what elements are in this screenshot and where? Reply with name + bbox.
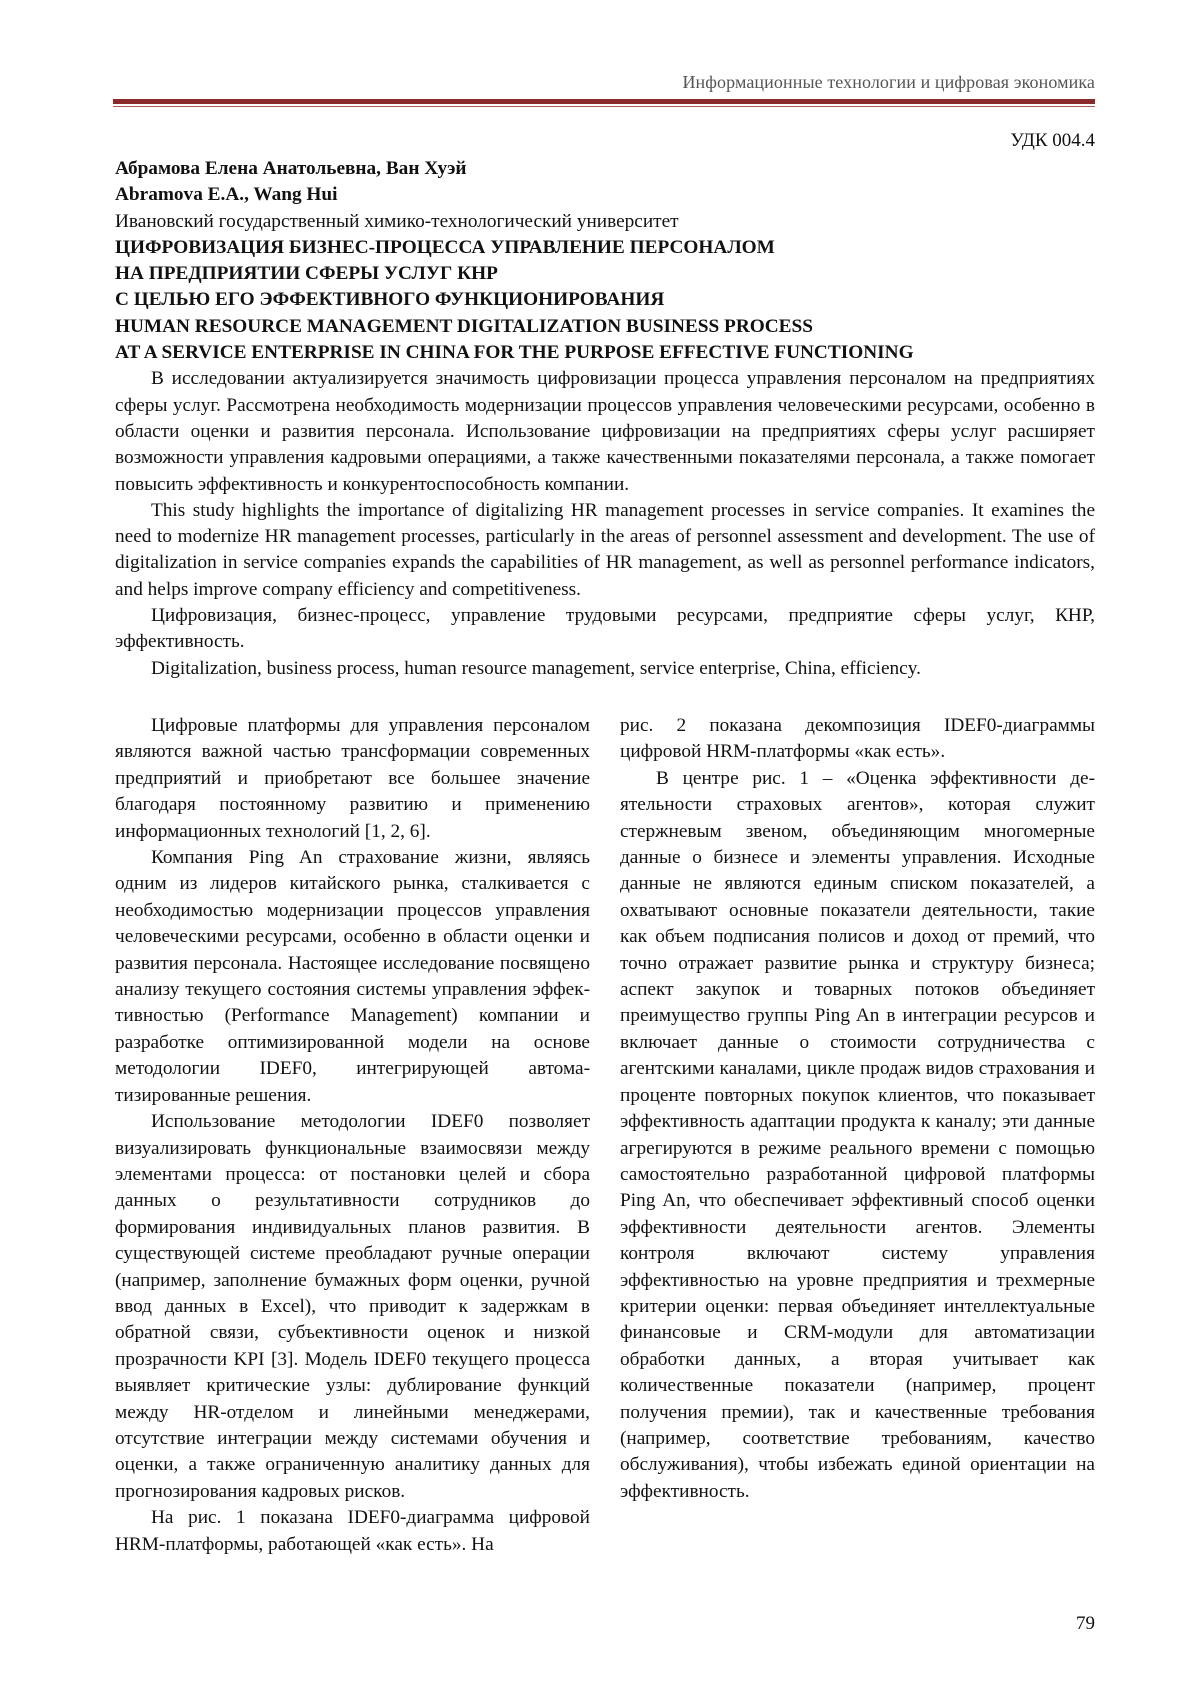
right-column — [620, 713, 1095, 1505]
keywords-ru: Цифровизация, бизнес-процесс, управление трудовыми ресурсами, предприятие сферы услуг, КНР, эффективность. — [115, 605, 1095, 653]
title-ru-line-1: ЦИФРОВИЗАЦИЯ БИЗНЕС-ПРОЦЕССА УПРАВЛЕНИЕ ПЕРСОНАЛОМ — [115, 236, 775, 258]
header-rule-thin — [113, 106, 1095, 107]
abstract-en: This study highlights the importance of digitalizing HR management processes in service companies. It examines the need to modernize HR management processes, particularly in the areas of personnel assessment and development. The use of digitalization in service companies expands the capabilities of HR management, as well as personnel performance indicators, and helps improve company efficiency and competitiveness. — [115, 499, 1095, 600]
right-paragraph-2: В центре рис. 1 – «Оценка эффективности деятельности страховых агентов», которая служит стержневым звеном, объединяющим многомерные данные о бизнесе и элементы управления. Исходные данные не являются единым списком показателей, а охватывают основные показатели деятельности, такие как объем подписания полисов и доход от премий, что точно отражает развитие рынка и структуру бизнеса; аспект закупок и товарных потоков объединяет преимущество группы Ping An в интеграции ресурсов и включает данные о стоимости сотрудничества с агентскими каналами, цикле продаж видов страхования и проценте повторных покупок клиентов, что показывает эффективность адаптации продукта к каналу; эти данные агрегируются в режиме реального времени с помощью самостоятельно разработанной цифровой платформы Ping An, что обеспечивает эффективный способ оценки эффективности деятельности агентов. Элементы контроля включают систему управления эффективностью на уровне предприятия и трехмерные критерии оценки: первая объединяет интеллектуальные финансовые и CRM-модули для автоматизации обработки данных, а вторая учитывает как количественные показатели (например, процент получения премии), так и качественные требования (например, соответствие требованиям, качество обслуживания), чтобы избежать единой ориентации на эффективность. — [620, 767, 1095, 1502]
abstract-ru: В исследовании актуализируется значимость цифровизации процесса управления персоналом на предприятиях сферы услуг. Рассмотрена необходимость модернизации процессов управления человеческими ресурсами, особенно в области оценки и развития персонала. Использование цифровизации на предприятиях сферы услуг расширяет возможности управления кадровыми операциями, а также качественными показателями персонала, а также помогает повысить эффективность и конкурентоспособность компании. — [115, 368, 1095, 495]
title-en-line-2: AT A SERVICE ENTERPRISE IN CHINA FOR THE PURPOSE EFFECTIVE FUNCTIONING — [115, 342, 914, 364]
title-en-line-1: HUMAN RESOURCE MANAGEMENT DIGITALIZATION BUSINESS PROCESS — [115, 315, 813, 337]
article-front-matter — [115, 156, 1095, 682]
header-rule-thick — [113, 99, 1095, 104]
left-paragraph-4: На рис. 1 показана IDEF0-диаграмма цифровой HRM-платформы, работающей «как есть». На — [115, 1507, 590, 1555]
right-paragraph-1: рис. 2 показана декомпозиция IDEF0-диаграммы цифровой HRM-платформы «как есть». — [620, 715, 1095, 763]
page-number: 79 — [1076, 1613, 1095, 1634]
title-ru-line-2: НА ПРЕДПРИЯТИИ СФЕРЫ УСЛУГ КНР — [115, 263, 498, 285]
authors-en: Abramova E.A., Wang Hui — [115, 184, 338, 206]
authors-ru: Абрамова Елена Анатольевна, Ван Хуэй — [115, 158, 467, 179]
left-paragraph-2: Компания Ping An страхование жизни, являясь одним из лидеров китайского рынка, сталкивается с необходимостью модернизации процессов управления человеческими ресурсами, особенно в области оценки и развития персонала. Настоящее исследование посвящено анализу текущего состояния системы управления эффективностью (Performance Management) компании и разработке оптимизированной модели на основе методологии IDEF0, интегрирующей автоматизированные решения. — [115, 847, 590, 1106]
affiliation: Ивановский государственный химико-технологический университет — [115, 210, 679, 232]
udc-code: УДК 004.4 — [1010, 130, 1095, 151]
abstract-block — [115, 366, 1095, 682]
keywords-en: Digitalization, business process, human resource management, service enterprise, China, efficiency. — [151, 657, 921, 679]
title-ru-line-3: С ЦЕЛЬЮ ЕГО ЭФФЕКТИВНОГО ФУНКЦИОНИРОВАНИЯ — [115, 289, 665, 311]
left-paragraph-1: Цифровые платформы для управления персоналом являются важной частью трансформации современных предприятий и приобретают все большее значение благодаря постоянному развитию и применению информационных технологий [1, 2, 6]. — [115, 715, 590, 842]
left-paragraph-3: Использование методологии IDEF0 позволяет визуализировать функциональные взаимосвязи между элементами процесса: от постановки целей и сбора данных о результативности сотрудников до формирования индивидуальных планов развития. В существующей системе преобладают ручные операции (например, заполнение бумажных форм оценки, ручной ввод данных в Excel), что приводит к задержкам в обратной связи, субъективности оценок и низкой прозрачности KPI [3]. Модель IDEF0 текущего процесса выявляет критические узлы: дублирование функций между HR-отделом и линейными менеджерами, отсутствие интеграции между системами обучения и оценки, а также ограниченную аналитику данных для прогнозирования кадровых рисков. — [115, 1111, 590, 1502]
left-column — [115, 713, 590, 1558]
running-head: Информационные технологии и цифровая экономика — [682, 72, 1095, 92]
